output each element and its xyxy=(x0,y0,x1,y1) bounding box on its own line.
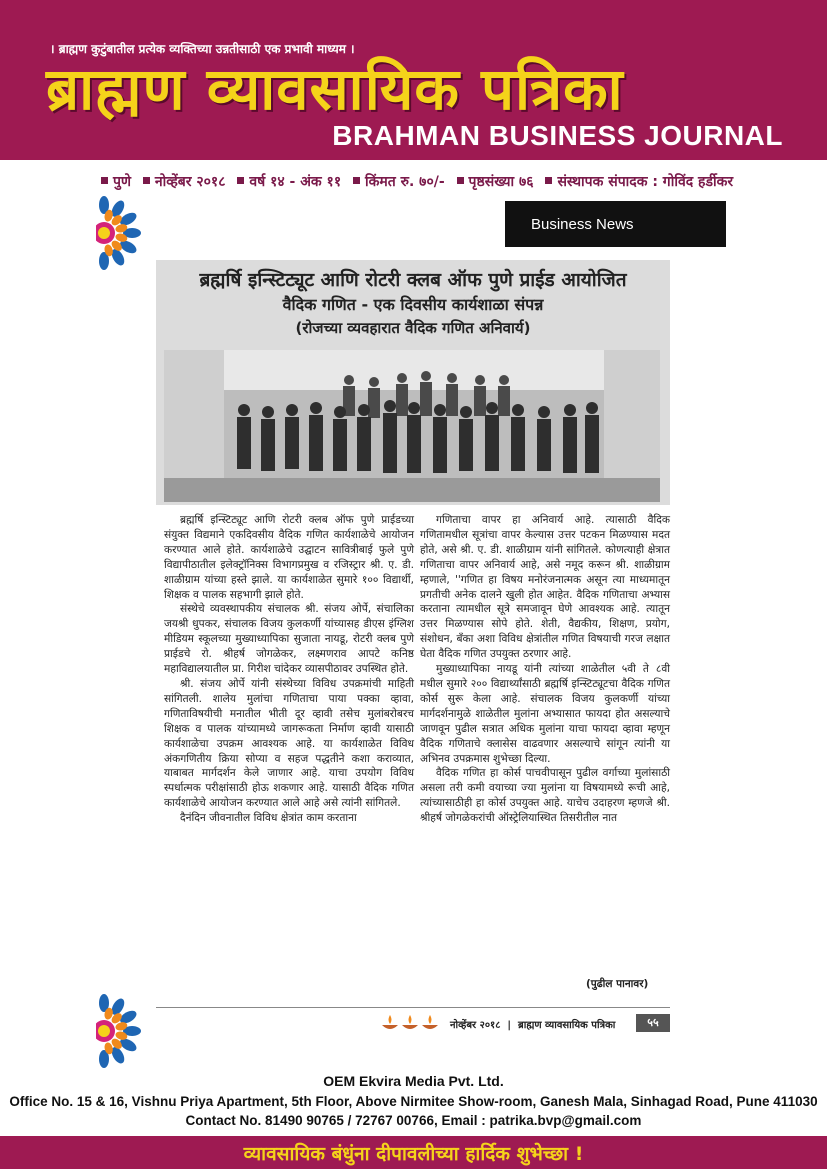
article-paragraph: गणिताचा वापर हा अनिवार्य आहे. त्यासाठी वैदिक गणितामधील सूत्रांचा वापर केल्यास उत्तर पटकन मिळण्यास मदत होते, असे श्री. ए. डी. शाळीग्राम यांनी सांगितले. कोणत्याही क्षेत्रात गणिताचा वापर अनिवार्य आहे, असे नमूद करून श्री. शाळीग्राम म्हणाले, ''गणित हा विषय मनोरंजनात्मक असून त्या माध्यमातून प्रगतीची अनेक दालने खुली होत आहेत. वैदिक गणिताचा अभ्यास करताना त्यामधील सूत्रे समजावून घेणे आवश्यक आहे. त्यातून उत्तर मिळण्यास सोपे होते. शेती, वैद्यकीय, शिक्षण, प्रयोग, संशोधन, बँका अशा विविध क्षेत्रांतील गणित विषयाची गरज लक्षात घेता वैदिक गणित उपयुक्त ठरणार आहे. xyxy=(420,514,670,661)
article-paragraph: संस्थेचे व्यवस्थापकीय संचालक श्री. संजय ओर्पे, संचालिका जयश्री धुपकर, संचालक विजय कुलकर्णी यांच्यासह डीएस इंग्लिश मीडियम स्कूलच्या मुख्याध्यापिका सुजाता नायडू, रोटरी क्लब पुणे प्राईडचे रो. श्रीहर्ष जोगळेकर, लक्ष्मणराव आपटे कनिष्ठ महाविद्यालयातील प्रा. गिरीश चांदेकर व्यासपीठावर उपस्थित होते. xyxy=(164,603,414,676)
bullet-square-icon xyxy=(545,177,552,184)
article-column-1 xyxy=(164,513,414,826)
bullet-square-icon xyxy=(237,177,244,184)
article-tagline: (रोजच्या व्यवहारात वैदिक गणित अनिवार्य) xyxy=(295,319,531,337)
publisher-company: OEM Ekvira Media Pvt. Ltd. xyxy=(323,1073,504,1089)
info-editor: संस्थापक संपादक : गोविंद हर्डीकर xyxy=(557,174,734,190)
bullet-square-icon xyxy=(143,177,150,184)
mandala-bottom-icon xyxy=(96,994,166,1068)
footer-journal-name: ब्राह्मण व्यावसायिक पत्रिका xyxy=(518,1020,616,1031)
mandala-top-icon xyxy=(96,196,166,270)
info-month: नोव्हेंबर २०१८ xyxy=(154,174,226,190)
publisher-address: Office No. 15 & 16, Vishnu Priya Apartment, 5th Floor, Above Nirmitee Show-room, Ganesh Mala, Sinhagad Road, Pune 411030 xyxy=(9,1094,818,1109)
article-paragraph: दैनंदिन जीवनातील विविध क्षेत्रांत काम करताना xyxy=(180,812,357,825)
issue-info-bar xyxy=(0,172,827,191)
info-volume: वर्ष १४ - अंक ११ xyxy=(249,174,342,190)
footer-separator: | xyxy=(507,1020,512,1031)
masthead-title-english: BRAHMAN BUSINESS JOURNAL xyxy=(332,120,783,151)
info-price: किंमत रु. ७०/- xyxy=(365,174,445,190)
article-header-panel xyxy=(156,260,670,505)
masthead-title-marathi: ब्राह्मण व्यावसायिक पत्रिका xyxy=(46,55,624,123)
section-label-business-news: Business News xyxy=(505,201,726,247)
footer-date: नोव्हेंबर २०१८ xyxy=(450,1020,501,1031)
article-paragraph: ब्रह्मर्षि इन्स्टिट्यूट आणि रोटरी क्लब ऑफ पुणे प्राईडच्या संयुक्त विद्यमाने एकदिवसीय वैदिक गणित कार्यशाळेचे आयोजन करण्यात आले होते. कार्यशाळेचे उद्घाटन सावित्रीबाई फुले पुणे विद्यापीठातील इलेक्ट्रॉनिक्स विभागप्रमुख व रजिस्ट्रार श्री. ए. डी. शाळीग्राम यांच्या हस्ते झाले. या कार्यशाळेत सुमारे १०० विद्यार्थी, शिक्षक व पालक सहभागी झाले होते. xyxy=(164,514,414,601)
article-subheadline: वैदिक गणित - एक दिवसीय कार्यशाळा संपन्न xyxy=(282,295,544,314)
info-city: पुणे xyxy=(112,174,132,190)
article-headline: ब्रह्मर्षि इन्स्टिट्यूट आणि रोटरी क्लब ऑफ पुणे प्राईड आयोजित xyxy=(199,269,627,291)
article-paragraph: श्री. संजय ओर्पे यांनी संस्थेच्या विविध उपक्रमांची माहिती सांगितली. शालेय मुलांचा गणिताचा पाया पक्का व्हावा, गणिताविषयीची मनातील भीती दूर व्हावी तसेच मुलांबरोबरच शिक्षक व पालक यांच्यामध्ये जागरूकता निर्माण व्हावी यासाठी कार्यशाळेचा उपक्रम आवश्यक आहे. या कार्यशाळेत विविध अंकगणितीय क्रिया सोप्या व सहज पद्धतीने कशा कराव्यात, याबाबत मार्गदर्शन केले जाणार आहे. याचा उपयोग विविध स्पर्धात्मक परीक्षांसाठी होऊ शकणार आहे. यासाठी वैदिक गणित कार्यशाळेचे आयोजन करण्यात आले आहे असे त्यांनी सांगितले. xyxy=(164,677,414,810)
article-paragraph: वैदिक गणित हा कोर्स पाचवीपासून पुढील वर्गाच्या मुलांसाठी असला तरी कमी वयाच्या ज्या मुलांना या विषयामध्ये रूची आहे, त्यांच्यासाठीही हा कोर्स उपयुक्त आहे. याचेच उदाहरण म्हणजे श्री. श्रीहर्ष जोगळेकरांची ऑस्ट्रेलियास्थित तिसरीतील नात xyxy=(420,767,670,825)
bullet-square-icon xyxy=(457,177,464,184)
article-paragraph: मुख्याध्यापिका नायडू यांनी त्यांच्या शाळेतील ५वी ते ८वी मधील सुमारे २०० विद्यार्थ्यांसाठी ब्रह्मर्षि इन्स्टिट्यूटचा वैदिक गणित कोर्स सुरू केला आहे. संचालक विजय कुलकर्णी यांच्या मार्गदर्शनामुळे शाळेतील मुलांना अभ्यासात फायदा होत असल्याचे जाणवून पुढील सत्रात अधिक मुलांना याचा फायदा व्हावा म्हणून वैदिक गणिताचे क्लासेस वाढवणार असल्याचे सांगून त्यांनी या अभिनव उपक्रमास शुभेच्छा दिल्या. xyxy=(420,663,670,765)
page-number: ५५ xyxy=(636,1014,670,1032)
diwali-greeting: व्यावसायिक बंधुंना दीपावलीच्या हार्दिक शुभेच्छा ! xyxy=(243,1143,584,1165)
greeting-band xyxy=(0,1136,827,1169)
bullet-square-icon xyxy=(101,177,108,184)
diya-lamps-icon xyxy=(380,1013,442,1033)
info-pages: पृष्ठसंख्या ७६ xyxy=(468,174,534,190)
article-column-2 xyxy=(420,513,670,826)
masthead xyxy=(0,0,827,160)
footer-divider xyxy=(156,1007,670,1008)
masthead-tagline: । ब्राह्मण कुटुंबातील प्रत्येक व्यक्तिच्या उन्नतीसाठी एक प्रभावी माध्यम । xyxy=(50,42,355,56)
publisher-contact: Contact No. 81490 90765 / 72767 00766, Email : patrika.bvp@gmail.com xyxy=(185,1113,642,1128)
group-photo xyxy=(164,350,660,502)
page-footer xyxy=(380,1013,670,1033)
bullet-square-icon xyxy=(353,177,360,184)
continued-note: (पुढील पानावर) xyxy=(586,978,649,990)
